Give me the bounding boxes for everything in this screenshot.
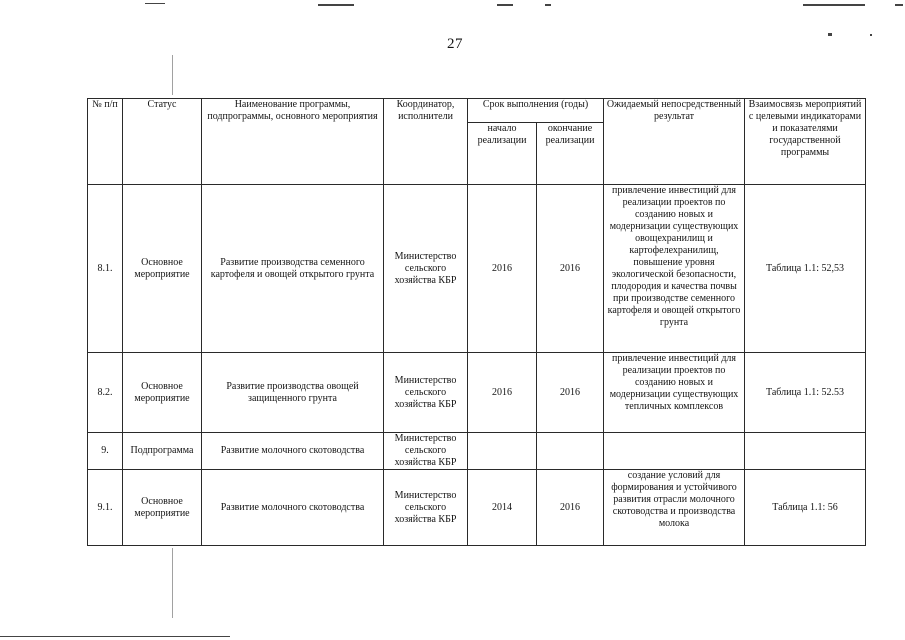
cell-link: Таблица 1.1: 52,53	[745, 185, 866, 353]
scan-mark	[895, 4, 903, 6]
cell-num: 9.1.	[88, 470, 123, 546]
scan-mark	[145, 3, 165, 4]
cell-status: Основное мероприятие	[123, 353, 202, 433]
cell-coordinator: Министерство сельского хозяйства КБР	[384, 433, 468, 470]
cell-num: 9.	[88, 433, 123, 470]
scan-mark	[828, 33, 832, 36]
cell-name: Развитие производства семенного картофеля и овощей открытого грунта	[202, 185, 384, 353]
cell-result: привлечение инвестиций для реализации проектов по созданию новых и модернизации существующих овощехранилищ и картофелехранилищ, повышение уровня экологической безопасности, плодородия и качества почвы при производстве семенного картофеля и овощей открытого грунта	[604, 185, 745, 353]
cell-link	[745, 433, 866, 470]
col-header-num: № п/п	[88, 99, 123, 185]
col-header-result: Ожидаемый непосредственный результат	[604, 99, 745, 185]
col-header-coordinator: Координатор, исполнители	[384, 99, 468, 185]
scan-mark	[545, 4, 551, 6]
cell-coordinator: Министерство сельского хозяйства КБР	[384, 353, 468, 433]
cell-num: 8.1.	[88, 185, 123, 353]
cell-end: 2016	[537, 470, 604, 546]
cell-end: 2016	[537, 185, 604, 353]
cell-start	[468, 433, 537, 470]
table-row	[88, 433, 866, 470]
scan-mark	[870, 34, 872, 36]
cell-start: 2016	[468, 185, 537, 353]
cell-status: Основное мероприятие	[123, 185, 202, 353]
cell-coordinator: Министерство сельского хозяйства КБР	[384, 470, 468, 546]
cell-coordinator: Министерство сельского хозяйства КБР	[384, 185, 468, 353]
scan-mark	[0, 636, 230, 637]
scan-mark	[172, 548, 173, 618]
cell-result: привлечение инвестиций для реализации проектов по созданию новых и модернизации существующих тепличных комплексов	[604, 353, 745, 433]
scan-mark	[318, 4, 354, 6]
cell-end: 2016	[537, 353, 604, 433]
cell-name: Развитие молочного скотоводства	[202, 470, 384, 546]
table-row	[88, 470, 866, 546]
scan-mark	[497, 4, 513, 6]
cell-name: Развитие производства овощей защищенного грунта	[202, 353, 384, 433]
cell-end	[537, 433, 604, 470]
scan-mark	[803, 4, 865, 6]
cell-result: создание условий для формирования и устойчивого развития отрасли молочного скотоводства и производства молока	[604, 470, 745, 546]
cell-status: Подпрограмма	[123, 433, 202, 470]
col-header-end: окончание реализации	[537, 123, 604, 185]
cell-start: 2014	[468, 470, 537, 546]
cell-link: Таблица 1.1: 52.53	[745, 353, 866, 433]
cell-start: 2016	[468, 353, 537, 433]
col-header-term: Срок выполнения (годы)	[468, 99, 604, 123]
col-header-status: Статус	[123, 99, 202, 185]
cell-result	[604, 433, 745, 470]
cell-status: Основное мероприятие	[123, 470, 202, 546]
cell-name: Развитие молочного скотоводства	[202, 433, 384, 470]
header-row	[88, 99, 866, 123]
col-header-start: начало реализации	[468, 123, 537, 185]
cell-link: Таблица 1.1: 56	[745, 470, 866, 546]
scan-mark	[172, 55, 173, 95]
table-row	[88, 185, 866, 353]
program-table	[87, 98, 866, 546]
page-number: 27	[447, 36, 463, 52]
col-header-name: Наименование программы, подпрограммы, основного мероприятия	[202, 99, 384, 185]
table-row	[88, 353, 866, 433]
col-header-link: Взаимосвязь мероприятий с целевыми индикаторами и показателями государственной программы	[745, 99, 866, 185]
cell-num: 8.2.	[88, 353, 123, 433]
